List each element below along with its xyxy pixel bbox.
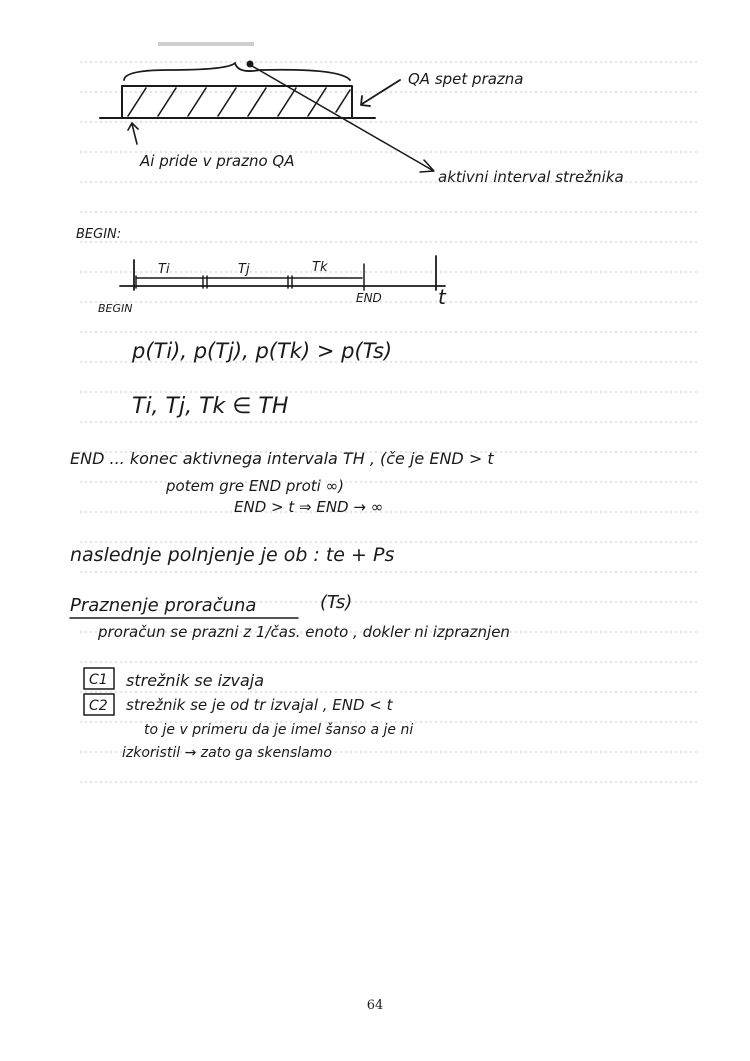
end-definition-line: END ... konec aktivnega intervala TH , (če je END > t: [70, 449, 494, 468]
label-qa-empty: QA spet prazna: [408, 70, 524, 88]
page-number: 64: [366, 998, 384, 1013]
emptying-heading-paren: (Ts): [320, 592, 353, 613]
c1-label: C1: [89, 672, 108, 688]
membership-line: Ti, Tj, Tk ∈ TH: [132, 394, 289, 419]
label-active-interval: aktivni interval strežnika: [438, 168, 624, 186]
segment-ti: Ti: [158, 262, 170, 277]
c2-label: C2: [89, 698, 108, 714]
priority-line: p(Ti), p(Tj), p(Tk) > p(Ts): [132, 339, 393, 363]
c2-text: strežnik se je od tr izvajal , END < t: [126, 696, 393, 714]
label-arrival: Ai pride v prazno QA: [140, 152, 295, 170]
qa-arrow: [362, 80, 400, 104]
emptying-rule-line: proračun se prazni z 1/čas. enoto , dokler ni izpraznjen: [98, 623, 510, 641]
next-fill-line: naslednje polnjenje je ob : te + Ps: [70, 544, 395, 566]
end-implies-line: END > t ⇒ END → ∞: [234, 498, 384, 516]
c2-line-2: to je v primeru da je imel šanso a je ni: [144, 722, 414, 738]
end-then-line: potem gre END proti ∞): [166, 477, 344, 495]
segment-tk: Tk: [312, 260, 328, 275]
segment-tj: Tj: [238, 262, 250, 277]
timeline-heading: BEGIN:: [76, 227, 122, 242]
curly-brace: [124, 63, 350, 80]
axis-t-label: t: [438, 285, 446, 309]
emptying-heading: Praznenje proračuna: [70, 595, 257, 616]
axis-begin-label: BEGIN: [98, 302, 133, 315]
axis-end-label: END: [356, 291, 382, 305]
active-interval-diagram: [100, 61, 624, 187]
c2-line-3: izkoristil → zato ga skenslamo: [122, 745, 332, 761]
c1-text: strežnik se izvaja: [126, 671, 264, 690]
